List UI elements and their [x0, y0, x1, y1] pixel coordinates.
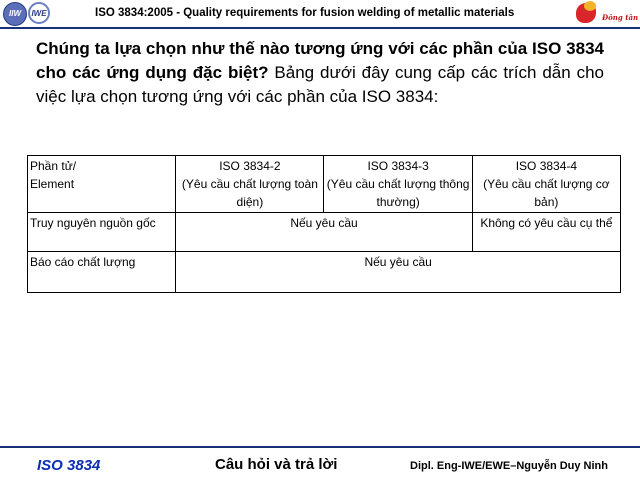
header-col3-line2: (Yêu cầu chất lượng thông thường): [326, 177, 470, 209]
footer-author: Dipl. Eng-IWE/EWE–Nguyễn Duy Ninh: [410, 460, 608, 472]
row-traceability-col4: Không có yêu cầu cụ thể: [472, 213, 620, 252]
footer-topic: Câu hỏi và trả lời: [215, 456, 338, 473]
header-col2-line1: ISO 3834-2: [219, 159, 281, 173]
iwe-logo-text: IWE: [31, 9, 47, 18]
footer-standard: ISO 3834: [37, 457, 101, 474]
row-traceability-label: Truy nguyên nguồn gốc: [28, 213, 176, 252]
row-traceability-value: Nếu yêu cầu: [176, 213, 472, 252]
header-title: ISO 3834:2005 - Quality requirements for fusion welding of metallic materials: [95, 7, 515, 19]
dong-tan-logo-text: Đông tân: [602, 13, 639, 22]
table-row: [28, 252, 621, 293]
selection-table: [27, 155, 621, 293]
row-quality-report-label: Báo cáo chất lượng: [28, 252, 176, 293]
iwe-logo: [28, 2, 50, 24]
header-col4-line1: ISO 3834-4: [515, 159, 578, 173]
table-row: [28, 213, 621, 252]
header-element-line1: Phần tử/: [30, 159, 77, 173]
header-divider: [0, 27, 640, 29]
header-bar: [0, 0, 640, 28]
question-bold: Chúng ta lựa chọn như thế nào tương ứng với các phần của ISO 3834 cho các ứng dụng đặc biệt?: [36, 39, 604, 82]
header-element-line2: Element: [30, 177, 75, 191]
header-iso-3834-4-cell: [472, 156, 620, 213]
header-element-cell: [28, 156, 176, 213]
header-iso-3834-3-cell: [324, 156, 472, 213]
footer-divider: [0, 446, 640, 448]
question-normal: Bảng dưới đây cung cấp các trích dẫn cho việc lựa chọn tương ứng với các phần của ISO 3834:: [36, 63, 604, 106]
dragon-flame-icon: [584, 1, 596, 11]
header-iso-3834-2-cell: [176, 156, 324, 213]
header-col2-line2: (Yêu cầu chất lượng toàn diện): [181, 177, 318, 209]
iiw-logo: [3, 2, 27, 26]
table-header-row: [28, 156, 621, 213]
question-paragraph: [36, 37, 604, 109]
row-quality-report-value: Nếu yêu cầu: [176, 252, 621, 293]
dong-tan-logo: [574, 1, 638, 27]
header-col4-line2: (Yêu cầu chất lượng cơ bản): [483, 177, 610, 209]
iiw-logo-text: IIW: [9, 9, 21, 18]
header-col3-line1: ISO 3834-3: [367, 159, 429, 173]
